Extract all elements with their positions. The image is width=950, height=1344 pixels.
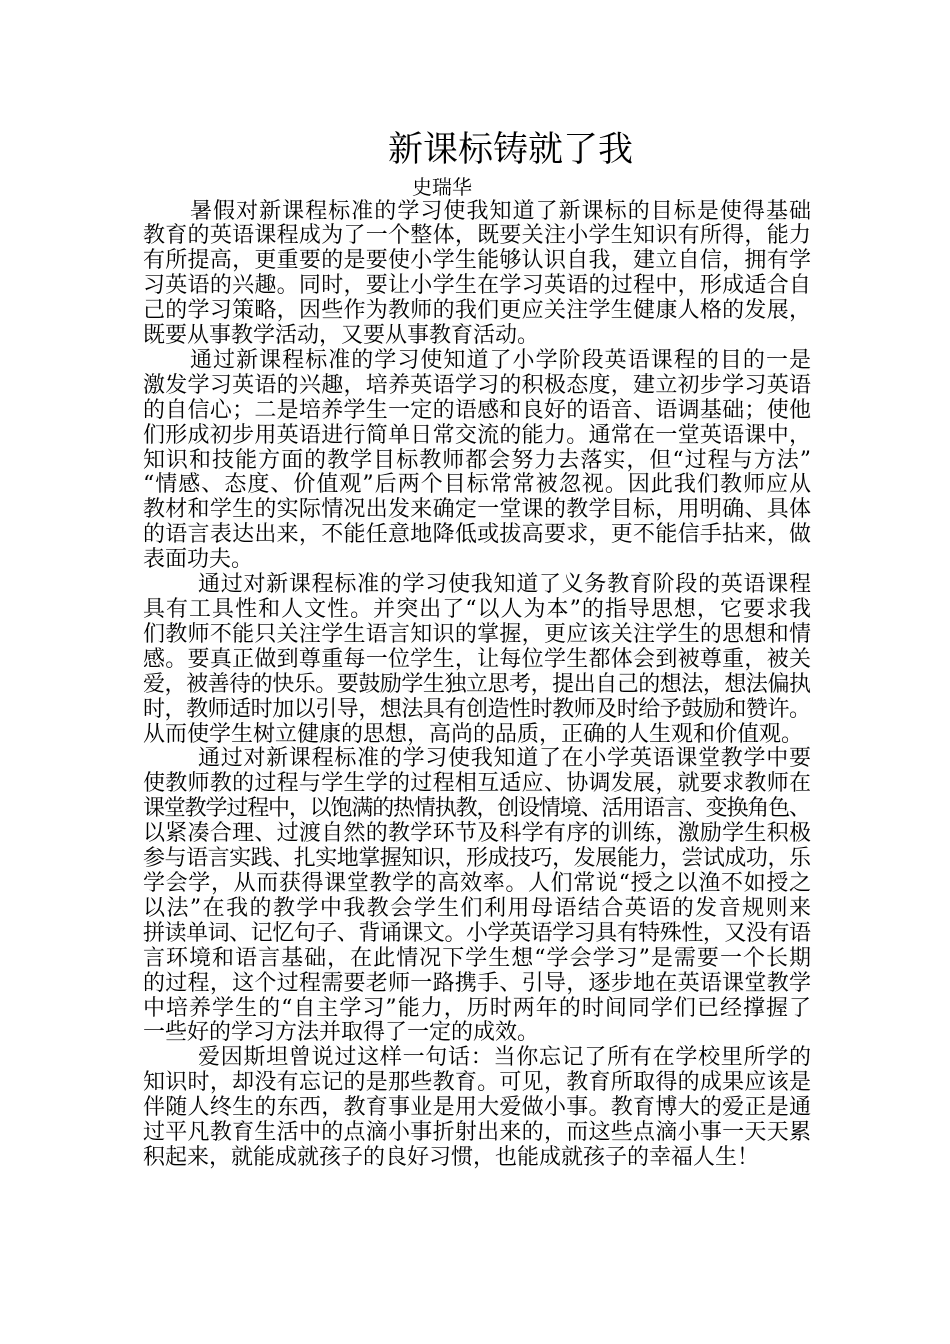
text-line: 以紧凑合理、过渡自然的教学环节及科学有序的训练，激励学生积极	[143, 821, 812, 847]
text-line: 以法”在我的教学中我教会学生们利用母语结合英语的发音规则来	[143, 895, 813, 921]
text-line: 中培养学生的“自主学习”能力，历时两年的时间同学们已经撑握了	[143, 995, 813, 1021]
text-line: 们形成初步用英语进行简单日常交流的能力。通常在一堂英语课中，	[143, 422, 812, 448]
text-line: 使教师教的过程与学生学的过程相互适应、协调发展，就要求教师在	[143, 771, 812, 797]
text-line: 拼读单词、记忆句子、背诵课文。小学英语学习具有特殊性，又没有语	[143, 920, 811, 946]
text-line: 参与语言实践、扎实地掌握知识，形成技巧，发展能力，尝试成功，乐	[143, 846, 811, 872]
document-body	[143, 200, 811, 1171]
text-line: 爱，被善待的快乐。要鼓励学生独立思考，提出自己的想法，想法偏执	[143, 671, 811, 697]
text-line: 学会学，从而获得课堂教学的高效率。人们常说“授之以渔不如授之	[143, 870, 812, 896]
text-line: 伴随人终生的东西，教育事业是用大爱做小事。教育博大的爱正是通	[143, 1095, 812, 1121]
text-line: 积起来，就能成就孩子的良好习惯，也能成就孩子的幸福人生！	[143, 1144, 760, 1170]
text-line: 感。要真正做到尊重每一位学生，让每位学生都体会到被尊重，被关	[143, 646, 812, 672]
text-line: 有所提高，更重要的是要使小学生能够认识自我，建立自信，拥有学	[143, 248, 812, 274]
document-title: 新课标铸就了我	[388, 130, 634, 170]
text-line: 课堂教学过程中，以饱满的热情执教，创设情境、活用语言、变换角色、	[143, 796, 810, 822]
text-line: 暑假对新课程标准的学习使我知道了新课标的目标是使得基础	[190, 198, 813, 224]
text-line: 的语言表达出来，不能任意地降低或拔高要求，更不能信手拈来，做	[143, 522, 812, 548]
text-line: 通过对新课程标准的学习使我知道了在小学英语课堂教学中要	[198, 746, 812, 772]
text-line: 教材和学生的实际情况出发来确定一堂课的教学目标，用明确、具体	[143, 497, 812, 523]
paragraph-1	[143, 200, 811, 349]
text-line: 过平凡教育生活中的点滴小事折射出来的，而这些点滴小事一天天累	[143, 1120, 812, 1146]
text-line: 具有工具性和人文性。并突出了“以人为本”的指导思想，它要求我	[143, 597, 813, 622]
text-line: 时，教师适时加以引导，想法具有创造性时教师及时给予鼓励和赞许。	[143, 696, 811, 722]
text-line: 己的学习策略，因些作为教师的我们更应关注学生健康人格的发展，	[143, 298, 812, 324]
text-line: 表面功夫。	[143, 547, 254, 573]
paragraph-3	[143, 573, 811, 747]
text-line: 教育的英语课程成为了一个整体，既要关注小学生知识有所得，能力	[143, 223, 812, 249]
text-line: 的自信心；二是培养学生一定的语感和良好的语音、语调基础；使他	[143, 397, 812, 423]
text-line: 爱因斯坦曾说过这样一句话：当你忘记了所有在学校里所学的	[198, 1045, 812, 1071]
text-line: 知识和技能方面的教学目标教师都会努力去落实，但“过程与方法”	[143, 447, 813, 473]
paragraph-4	[143, 747, 811, 1046]
paragraph-2	[143, 349, 811, 573]
text-line: 既要从事教学活动，又要从事教育活动。	[143, 323, 540, 349]
text-line: 激发学习英语的兴趣，培养英语学习的积极态度，建立初步学习英语	[143, 372, 812, 398]
paragraph-5	[143, 1046, 811, 1171]
text-line: 习英语的兴趣。同时，要让小学生在学习英语的过程中，形成适合自	[143, 273, 812, 299]
text-line: 一些好的学习方法并取得了一定的成效。	[143, 1020, 540, 1046]
text-line: 通过对新课程标准的学习使我知道了义务教育阶段的英语课程	[198, 572, 812, 598]
text-line: 言环境和语言基础，在此情况下学生想“学会学习”是需要一个长期	[143, 945, 813, 971]
document-author: 史瑞华	[412, 175, 472, 199]
text-line: 知识时，却没有忘记的是那些教育。可见，教育所取得的成果应该是	[143, 1070, 812, 1096]
text-line: 们教师不能只关注学生语言知识的掌握，更应该关注学生的思想和情	[143, 621, 812, 647]
text-line: 通过新课程标准的学习使知道了小学阶段英语课程的目的一是	[190, 347, 813, 373]
text-line: 从而使学生树立健康的思想，高尚的品质，正确的人生观和价值观。	[143, 721, 804, 747]
text-line: 的过程，这个过程需要老师一路携手、引导，逐步地在英语课堂教学	[143, 970, 812, 996]
text-line: “情感、态度、价值观”后两个目标常常被忽视。因此我们教师应从	[143, 472, 813, 498]
